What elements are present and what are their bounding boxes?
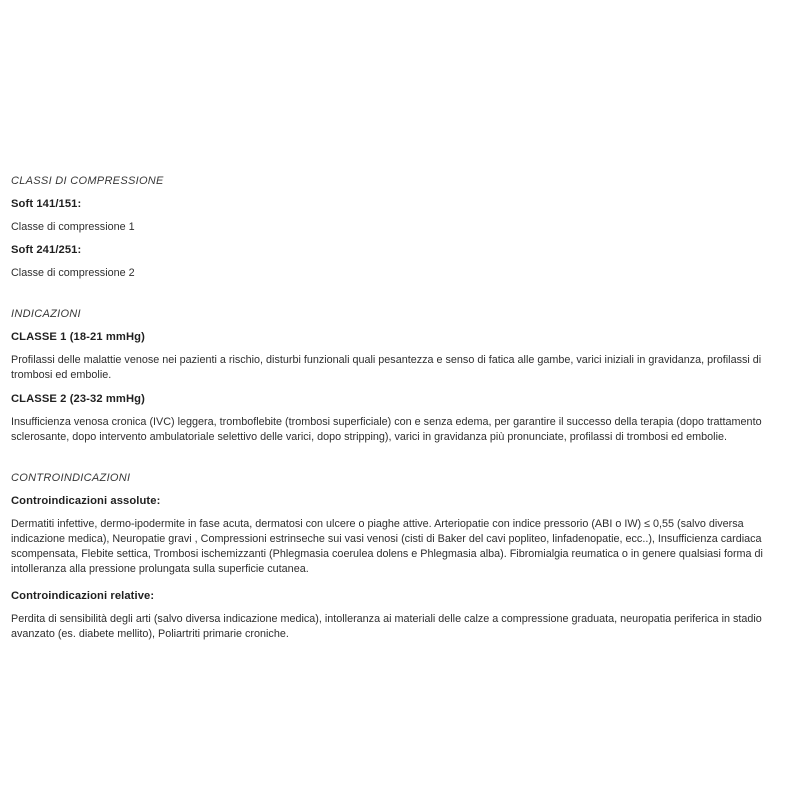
soft-141-151-value: Classe di compressione 1 (11, 221, 135, 233)
absolute-contraindications-title: Controindicazioni assolute: (11, 495, 161, 507)
soft-241-251-label: Soft 241/251: (11, 244, 82, 256)
contraindications-heading: CONTROINDICAZIONI (11, 472, 131, 484)
compression-classes-heading: CLASSI DI COMPRESSIONE (11, 175, 164, 187)
classe-2-title: CLASSE 2 (23-32 mmHg) (11, 393, 145, 405)
soft-141-151-label: Soft 141/151: (11, 198, 82, 210)
indications-heading: INDICAZIONI (11, 308, 81, 320)
relative-contraindications-description: Perdita di sensibilità degli arti (salvo diversa indicazione medica), intolleranza ai materiali delle calze a compressione graduata, neuropatia periferica in stadio avanzato (es. diabete mellito), Poliartriti primarie croniche. (11, 613, 762, 640)
classe-1-title: CLASSE 1 (18-21 mmHg) (11, 331, 145, 343)
relative-contraindications-title: Controindicazioni relative: (11, 590, 155, 602)
absolute-contraindications-description: Dermatiti infettive, dermo-ipodermite in fase acuta, dermatosi con ulcere o piaghe attive. Arteriopatie con indice pressorio (ABI o IW) ≤ 0,55 (salvo diversa indicazione medica), Neuropatie gravi , Compressioni estrinseche sui vasi venosi (cisti di Baker del cavi popliteo, linfadenopatie, ecc..), Insufficienza cardiaca scompensata, Flebite settica, Trombosi ischemizzanti (Phlegmasia coerulea dolens e Phlegmasia alba). Fibromialgia reumatica o in genere qualsiasi forma di intolleranza alla pressione prolungata sulla superficie cutanea. (11, 518, 763, 575)
classe-1-description: Profilassi delle malattie venose nei pazienti a rischio, disturbi funzionali quali pesantezza e senso di fatica alle gambe, varici iniziali in gravidanza, profilassi di trombosi ed embolie. (11, 354, 762, 381)
section-contraindications (11, 472, 791, 642)
section-indications (11, 308, 791, 445)
section-compression-classes (11, 175, 791, 281)
soft-241-251-value: Classe di compressione 2 (11, 267, 135, 279)
classe-2-description: Insufficienza venosa cronica (IVC) leggera, tromboflebite (trombosi superficiale) con e senza edema, per garantire il successo della terapia (dopo trattamento sclerosante, dopo intervento ambulatoriale selettivo delle varici, dopo stripping), varici in gravidanza più pronunciate, profilassi di trombosi ed embolie. (11, 416, 762, 443)
